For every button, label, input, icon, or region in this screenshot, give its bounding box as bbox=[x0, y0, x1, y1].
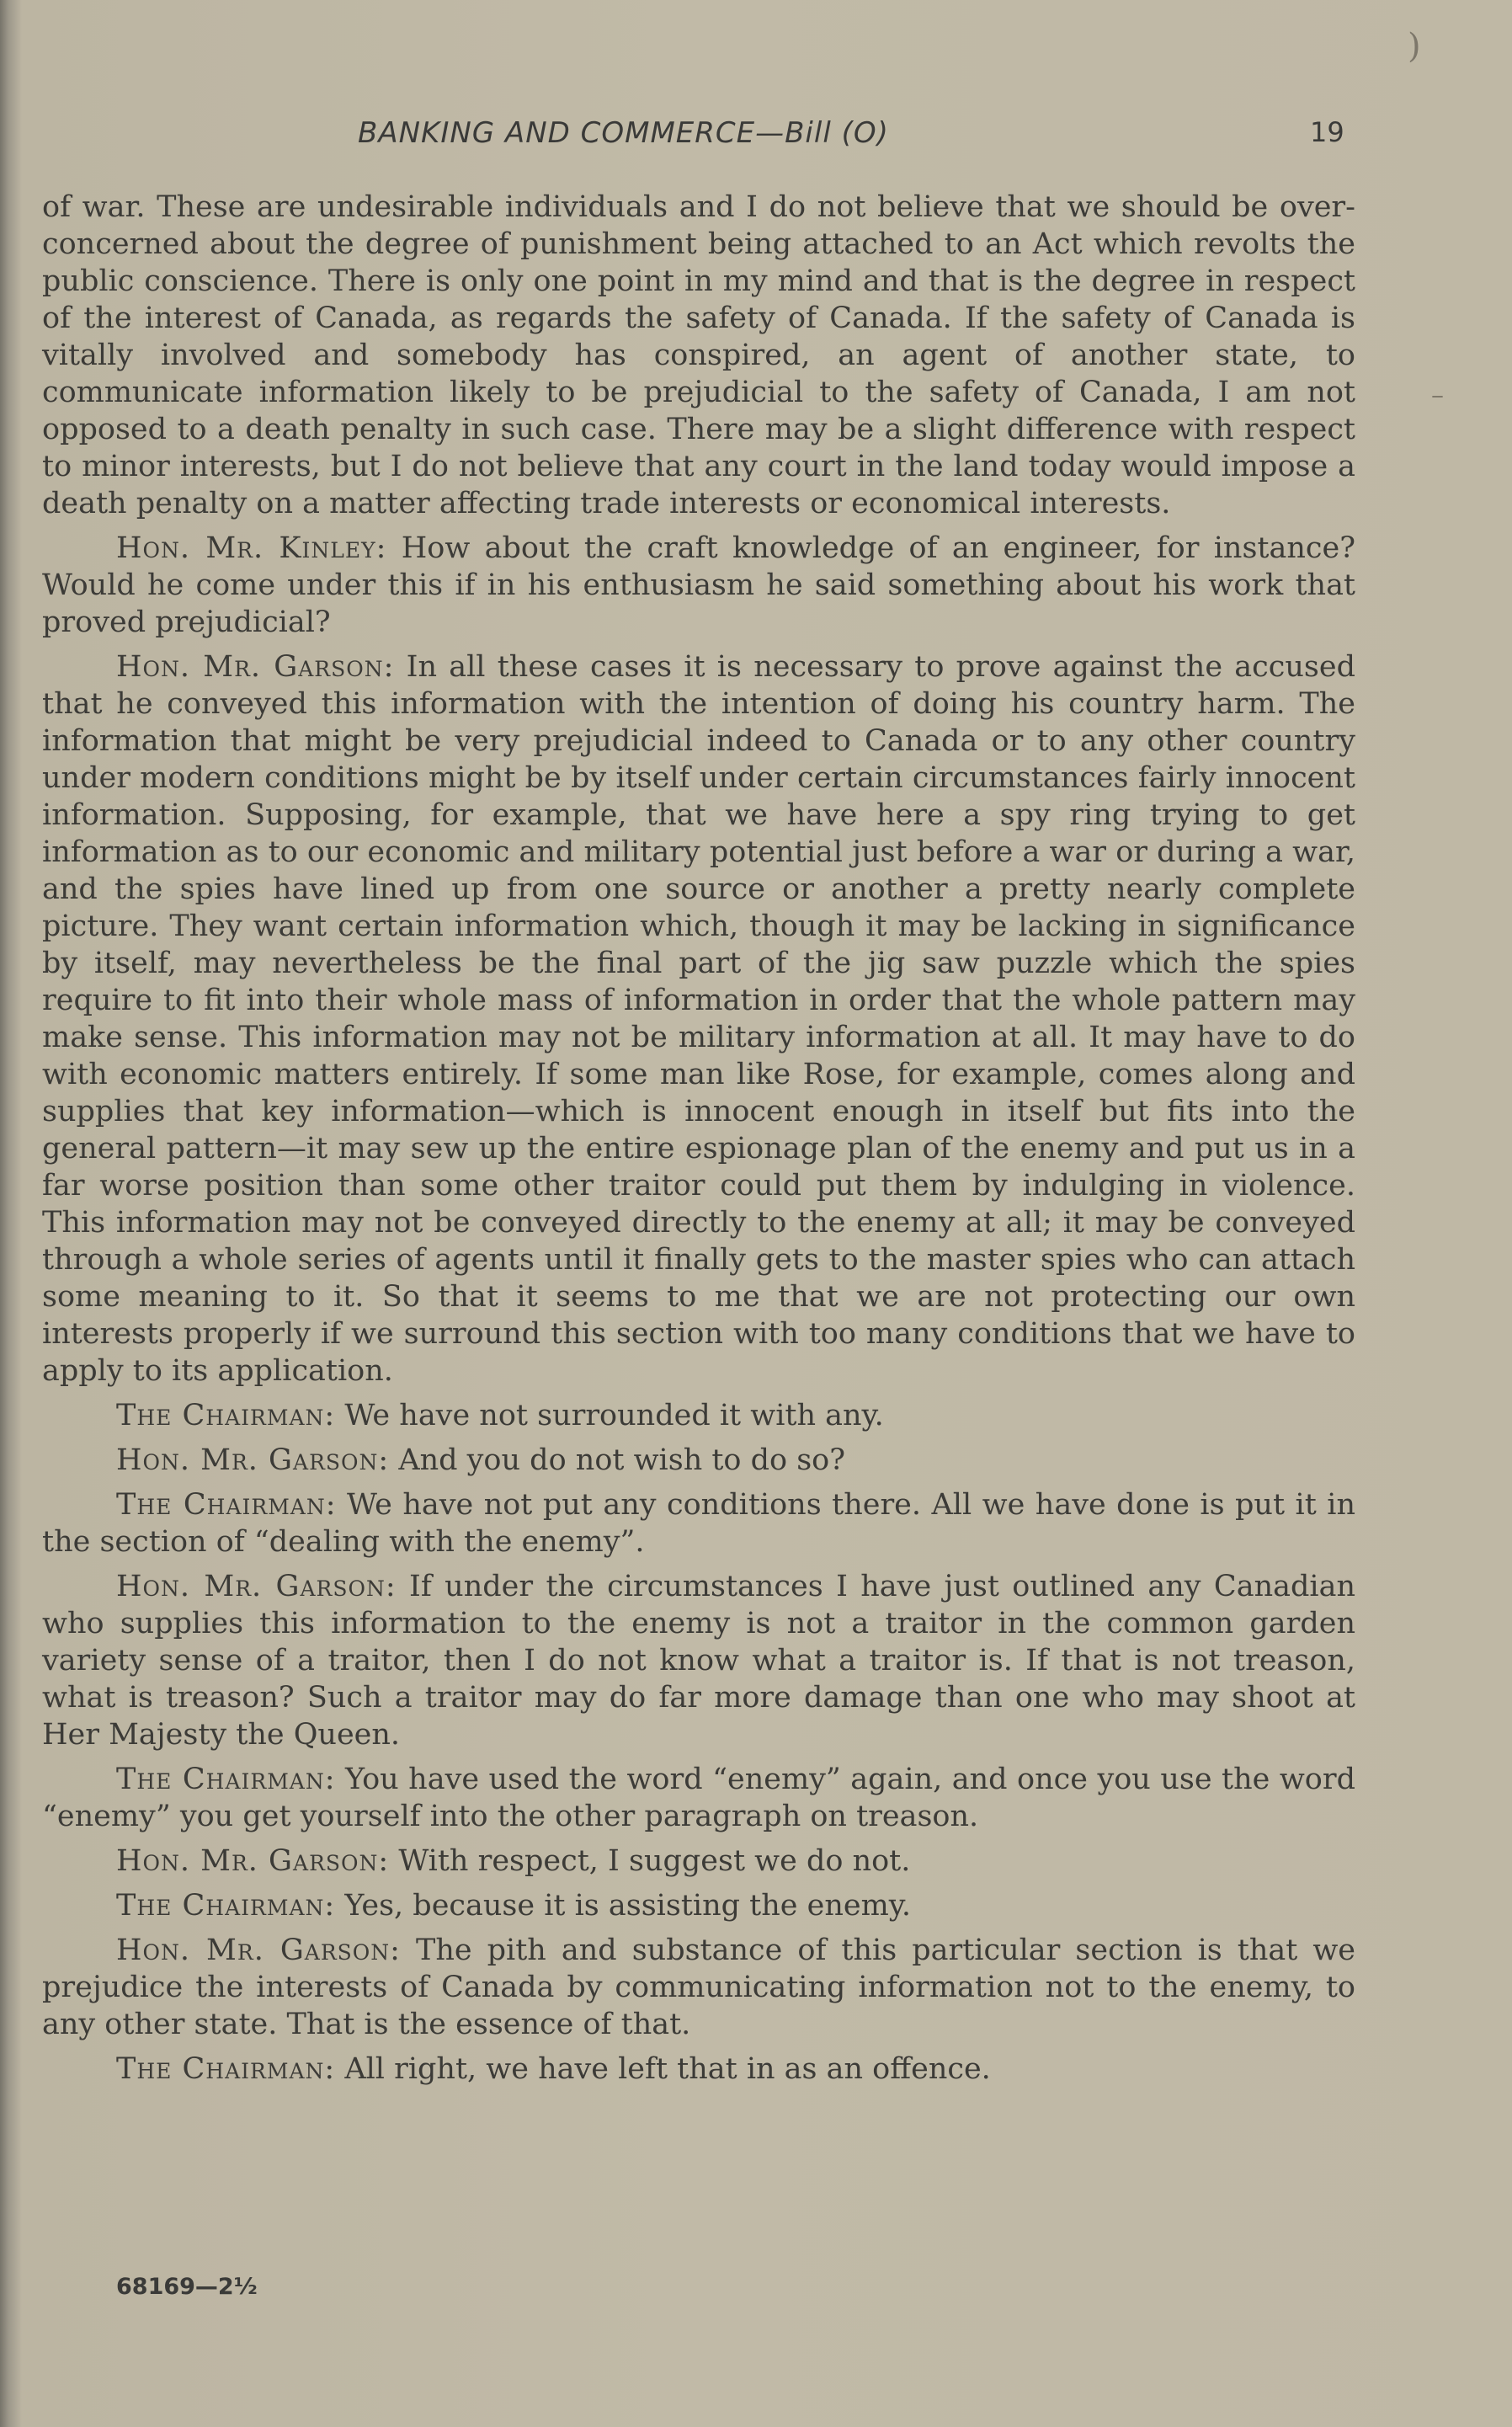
paragraph bbox=[42, 530, 1355, 641]
paragraph-text: You have used the word “enemy” again, and once you use the word “enemy” you get yourself into the other paragraph on treason. bbox=[42, 1763, 1355, 1833]
paragraph-text: With respect, I suggest we do not. bbox=[389, 1844, 911, 1878]
speaker-name: The Chairman: bbox=[116, 1889, 336, 1923]
speaker-name: Hon. Mr. Garson: bbox=[116, 1570, 397, 1603]
speaker-name: The Chairman: bbox=[116, 2052, 336, 2086]
page-number: 19 bbox=[1310, 116, 1344, 148]
speaker-name: Hon. Mr. Garson: bbox=[116, 1443, 390, 1477]
speaker-name: The Chairman: bbox=[116, 1399, 336, 1432]
paragraph bbox=[42, 1887, 1355, 1924]
paragraph-text: All right, we have left that in as an offence. bbox=[335, 2052, 991, 2086]
paragraph-text: And you do not wish to do so? bbox=[389, 1443, 846, 1477]
paragraph-text: of war. These are undesirable individuals and I do not believe that we should be over-concerned about the degree of punishment being attached to an Act which revolts the public conscience. There is only one point in my mind and that is the degree in respect of the interest of Canada, as regards the safety of Canada. If the safety of Canada is vitally involved and somebody has conspired, an agent of another state, to communicate information likely to be prejudicial to the safety of Canada, I am not opposed to a death penalty in such case. There may be a slight difference with respect to minor interests, but I do not believe that any court in the land today would impose a death penalty on a matter affecting trade interests or economical interests. bbox=[42, 190, 1355, 520]
paragraph bbox=[42, 1761, 1355, 1835]
paragraph-text: The pith and substance of this particular section is that we prejudice the interests of Canada by communicating information not to the enemy, to any other state. That is the essence of that. bbox=[42, 1934, 1355, 2041]
speaker-name: The Chairman: bbox=[116, 1488, 337, 1522]
speaker-name: Hon. Mr. Garson: bbox=[116, 650, 395, 684]
paragraph-text: How about the craft knowledge of an engineer, for instance? Would he come under this if in his enthusiasm he said something about his work that proved prejudicial? bbox=[42, 531, 1355, 639]
page-header bbox=[0, 116, 1512, 158]
margin-mark: – bbox=[1431, 381, 1444, 410]
printer-code: 68169—2½ bbox=[116, 2274, 258, 2300]
paragraph bbox=[42, 1486, 1355, 1560]
paragraph bbox=[42, 1843, 1355, 1880]
paragraph bbox=[42, 2051, 1355, 2088]
paragraph bbox=[42, 648, 1355, 1390]
speaker-name: Hon. Mr. Kinley: bbox=[116, 531, 387, 565]
paragraph-text: If under the circumstances I have just outlined any Canadian who supplies this information to the enemy is not a traitor in the common garden variety sense of a traitor, then I do not know what a traitor is. If that is not treason, what is treason? Such a traitor may do far more damage than one who may shoot at Her Majesty the Queen. bbox=[42, 1570, 1355, 1752]
margin-mark: ) bbox=[1408, 27, 1421, 66]
paragraph-text: We have not put any conditions there. All we have done is put it in the section of “dealing with the enemy”. bbox=[42, 1488, 1355, 1559]
body-text bbox=[42, 189, 1355, 2095]
paragraph-text: Yes, because it is assisting the enemy. bbox=[335, 1889, 912, 1923]
paragraph-text: In all these cases it is necessary to prove against the accused that he conveyed this information with the intention of doing his country harm. The information that might be very prejudicial indeed to Canada or to any other country under modern conditions might be by itself under certain circumstances fairly innocent information. Supposing, for example, that we have here a spy ring trying to get information as to our economic and military potential just before a war or during a war, and the spies have lined up from one source or another a pretty nearly complete picture. They want certain information which, though it may be lacking in significance by itself, may nevertheless be the final part of the jig saw puzzle which the spies require to fit into their whole mass of information in order that the whole pattern may make sense. This information may not be military information at all. It may have to do with economic matters entirely. If some man like Rose, for example, comes along and supplies that key information—which is innocent enough in itself but fits into the general pattern—it may sew up the entire espionage plan of the enemy and put us in a far worse position than some other traitor could put them by indulging in violence. This information may not be conveyed directly to the enemy at all; it may be conveyed through a whole series of agents until it finally gets to the master spies who can attach some meaning to it. So that it seems to me that we are not protecting our own interests properly if we surround this section with too many conditions that we have to apply to its application. bbox=[42, 650, 1355, 1388]
paragraph bbox=[42, 1397, 1355, 1434]
speaker-name: Hon. Mr. Garson: bbox=[116, 1934, 401, 1967]
paragraph bbox=[42, 1932, 1355, 2043]
speaker-name: Hon. Mr. Garson: bbox=[116, 1844, 390, 1878]
speaker-name: The Chairman: bbox=[116, 1763, 336, 1796]
paragraph bbox=[42, 1442, 1355, 1479]
paragraph bbox=[42, 1568, 1355, 1753]
running-title: BANKING AND COMMERCE—Bill (O) bbox=[358, 116, 889, 150]
paragraph bbox=[42, 189, 1355, 522]
paragraph-text: We have not surrounded it with any. bbox=[335, 1399, 884, 1432]
